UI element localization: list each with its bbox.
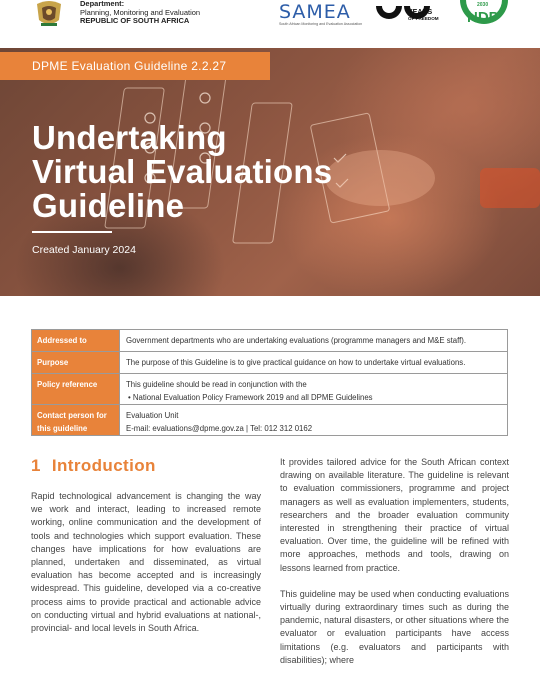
title-line-3: Guideline (32, 187, 185, 224)
contact-details: E-mail: evaluations@dpme.gov.za | Tel: 012 312 0162 (126, 424, 313, 433)
page-header (0, 0, 540, 46)
guideline-label (0, 52, 270, 80)
row-key: Addressed to (32, 330, 120, 352)
row-value (120, 374, 508, 405)
samea-word: SAMEA (279, 1, 351, 23)
table-row (32, 374, 508, 405)
years-of-freedom-logo (374, 0, 440, 26)
dept-line2: Planning, Monitoring and Evaluation (80, 7, 201, 17)
title-divider (32, 231, 112, 233)
table-row (32, 405, 508, 436)
department-name (80, 0, 200, 26)
coat-of-arms-logo (34, 0, 64, 28)
body-column-right (280, 456, 509, 680)
samea-logo (279, 1, 363, 26)
section-heading (31, 456, 156, 476)
row-value: The purpose of this Guideline is to give practical guidance on how to undertake virtual evaluations. (120, 352, 508, 374)
section-number: 1 (31, 456, 41, 475)
row-key: Contact person for this guideline (32, 405, 120, 436)
ndp-2030-logo (458, 0, 510, 26)
row-key: Purpose (32, 352, 120, 374)
section-title: Introduction (51, 456, 156, 475)
ndp-text: NDP (467, 9, 499, 26)
table-row (32, 330, 508, 352)
dept-line3: REPUBLIC OF SOUTH AFRICA (80, 16, 190, 25)
paragraph: Rapid technological advancement is changing the way we work and interact, leading to increased remote working, online communication and the development of tools and technologies which support evaluation. These changes have implications for how evaluations are planned, undertaken and disseminated, as virtual evaluation has become accepted and is increasingly widespread. This guideline, developed via a co-creative process aims to provide practical and actionable advice on conducting virtual and hybrid evaluations at national-, provincial- and local levels in South Africa. (31, 491, 261, 634)
title-line-2: Virtual Evaluations (32, 153, 333, 190)
table-row (32, 352, 508, 374)
contact-unit: Evaluation Unit (126, 411, 179, 420)
guideline-info-table (31, 329, 508, 436)
created-date: Created January 2024 (32, 244, 136, 256)
freedom-text: OF FREEDOM (408, 16, 439, 21)
years-text: YEARS (408, 9, 433, 16)
row-value: Government departments who are undertaking evaluations (programme managers and M&E staff). (120, 330, 508, 352)
policy-bullet: • National Evaluation Policy Framework 2019 and all DPME Guidelines (128, 393, 373, 402)
paragraph: This guideline may be used when conducting evaluations virtually during extraordinary times such as during the pandemic, natural disasters, or other situations where the evaluator or evaluation participants have access limitations (e.g. evaluators and participants with disabilities); where (280, 588, 509, 665)
hero-banner (0, 48, 540, 296)
title-line-1: Undertaking (32, 119, 227, 156)
samea-subtitle: South African Monitoring and Evaluation Association (279, 22, 363, 26)
guideline-label-text: DPME Evaluation Guideline 2.2.27 (32, 59, 227, 73)
policy-intro: This guideline should be read in conjunction with the (126, 380, 307, 389)
row-key: Policy reference (32, 374, 120, 405)
paragraph: It provides tailored advice for the South African context drawing on available literature. The guideline is relevant to evaluation commissioners, programme and project managers as well as evaluation implementers, students, researchers and the broader evaluation community interested in strengthening their practice of virtual evaluation. Over time, the guideline will be refined with more approaches, methods and tools, drawing on lessons learned from practice. (280, 457, 509, 573)
body-column-left (31, 490, 261, 648)
row-value (120, 405, 508, 436)
dept-line1: Department: (80, 0, 125, 8)
ndp-year: 2030 (477, 2, 489, 8)
document-title (32, 121, 452, 223)
